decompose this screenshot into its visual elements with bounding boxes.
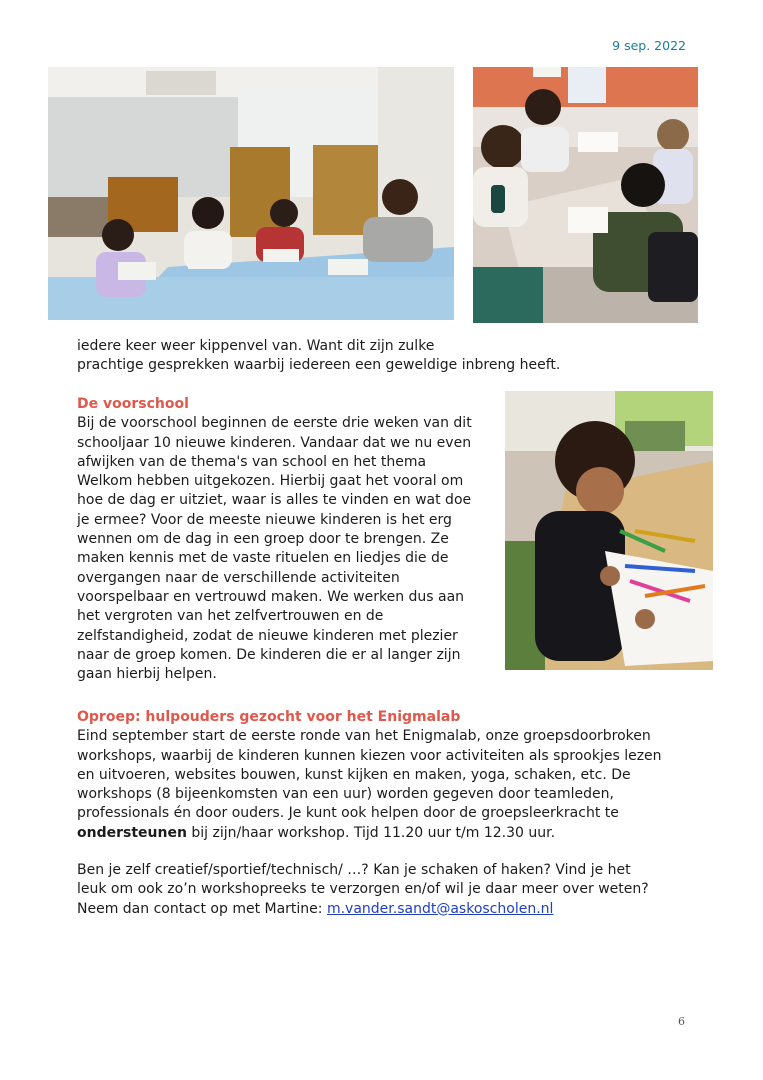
contact-line: leuk om ook zo’n workshopreeks te verzorgen en/of wil je daar meer over weten?	[77, 881, 649, 898]
oproep-line	[77, 727, 692, 746]
contact-line	[77, 900, 692, 919]
oproep-line: en uitvoeren, websites bouwen, kunst kijken en maken, yoga, schaken, etc. De	[77, 766, 631, 783]
voorschool-line: voorspelbaar en vertrouwd maken. We werken dus aan	[77, 588, 465, 605]
contact-prefix: Neem dan contact op met Martine:	[77, 900, 327, 917]
voorschool-line: schooljaar 10 nieuwe kinderen. Vandaar dat we nu even	[77, 434, 472, 451]
intro-paragraph	[77, 337, 677, 376]
voorschool-line: overgangen naar de verschillende activiteiten	[77, 569, 400, 586]
section-heading-oproep: Oproep: hulpouders gezocht voor het Enigmalab	[77, 709, 461, 725]
page-number: 6	[678, 1015, 685, 1028]
voorschool-line: zelfstandigheid, zodat de nieuwe kinderen met plezier	[77, 627, 458, 644]
oproep-bold-word: ondersteunen	[77, 824, 187, 841]
voorschool-line: Bij de voorschool beginnen de eerste drie weken van dit	[77, 415, 472, 432]
oproep-line: workshops, waarbij de kinderen kunnen kiezen voor activiteiten als sprookjes lezen	[77, 747, 662, 764]
oproep-section	[77, 708, 692, 843]
voorschool-line: hoe de dag er uitziet, waar is alles te vinden en wat doe	[77, 492, 472, 509]
voorschool-line: wennen om de dag in een groep door te brengen. Ze	[77, 531, 449, 548]
voorschool-section	[77, 395, 489, 684]
voorschool-line: Welkom hebben uitgekozen. Hierbij gaat het vooral om	[77, 473, 464, 490]
section-heading-voorschool: De voorschool	[77, 396, 189, 412]
photo-toddler-drawing	[505, 391, 713, 670]
voorschool-line: naar de groep komen. De kinderen die er al langer zijn	[77, 646, 461, 663]
voorschool-line: afwijken van de thema's van school en het thema	[77, 453, 427, 470]
oproep-text: , onze groepsdoorbroken	[476, 728, 651, 745]
voorschool-line: gaan hierbij helpen.	[77, 666, 217, 683]
oproep-line: professionals én door ouders. Je kunt ook helpen door de groepsleerkracht te	[77, 805, 619, 822]
voorschool-line: maken kennis met de vaste rituelen en liedjes die de	[77, 550, 449, 567]
oproep-text: Eind september	[77, 728, 193, 745]
intro-line: prachtige gesprekken waarbij iedereen een geweldige inbreng heeft.	[77, 357, 561, 374]
email-link[interactable]: m.vander.sandt@askoscholen.nl	[326, 900, 554, 917]
intro-line: iedere keer weer kippenvel van. Want dit zijn zulke	[77, 338, 435, 354]
voorschool-line: je ermee? Voor de meeste nieuwe kinderen is het erg	[77, 511, 452, 528]
page-date: 9 sep. 2022	[612, 38, 686, 53]
oproep-line	[77, 824, 692, 843]
photo-children-at-table	[473, 67, 698, 323]
oproep-line: workshops (8 bijeenkomsten van een uur) worden gegeven door teamleden,	[77, 786, 614, 803]
oproep-highlight: start de eerste ronde van het Enigmalab	[192, 728, 477, 745]
contact-paragraph	[77, 861, 692, 919]
contact-line: Ben je zelf creatief/sportief/technisch/ …? Kan je schaken of haken? Vind je het	[77, 862, 631, 878]
photo-children-reading	[48, 67, 454, 320]
oproep-text: bij zijn/haar workshop. Tijd 11.20 uur t/m 12.30 uur.	[186, 824, 556, 841]
voorschool-line: het vergroten van het zelfvertrouwen en de	[77, 608, 384, 625]
